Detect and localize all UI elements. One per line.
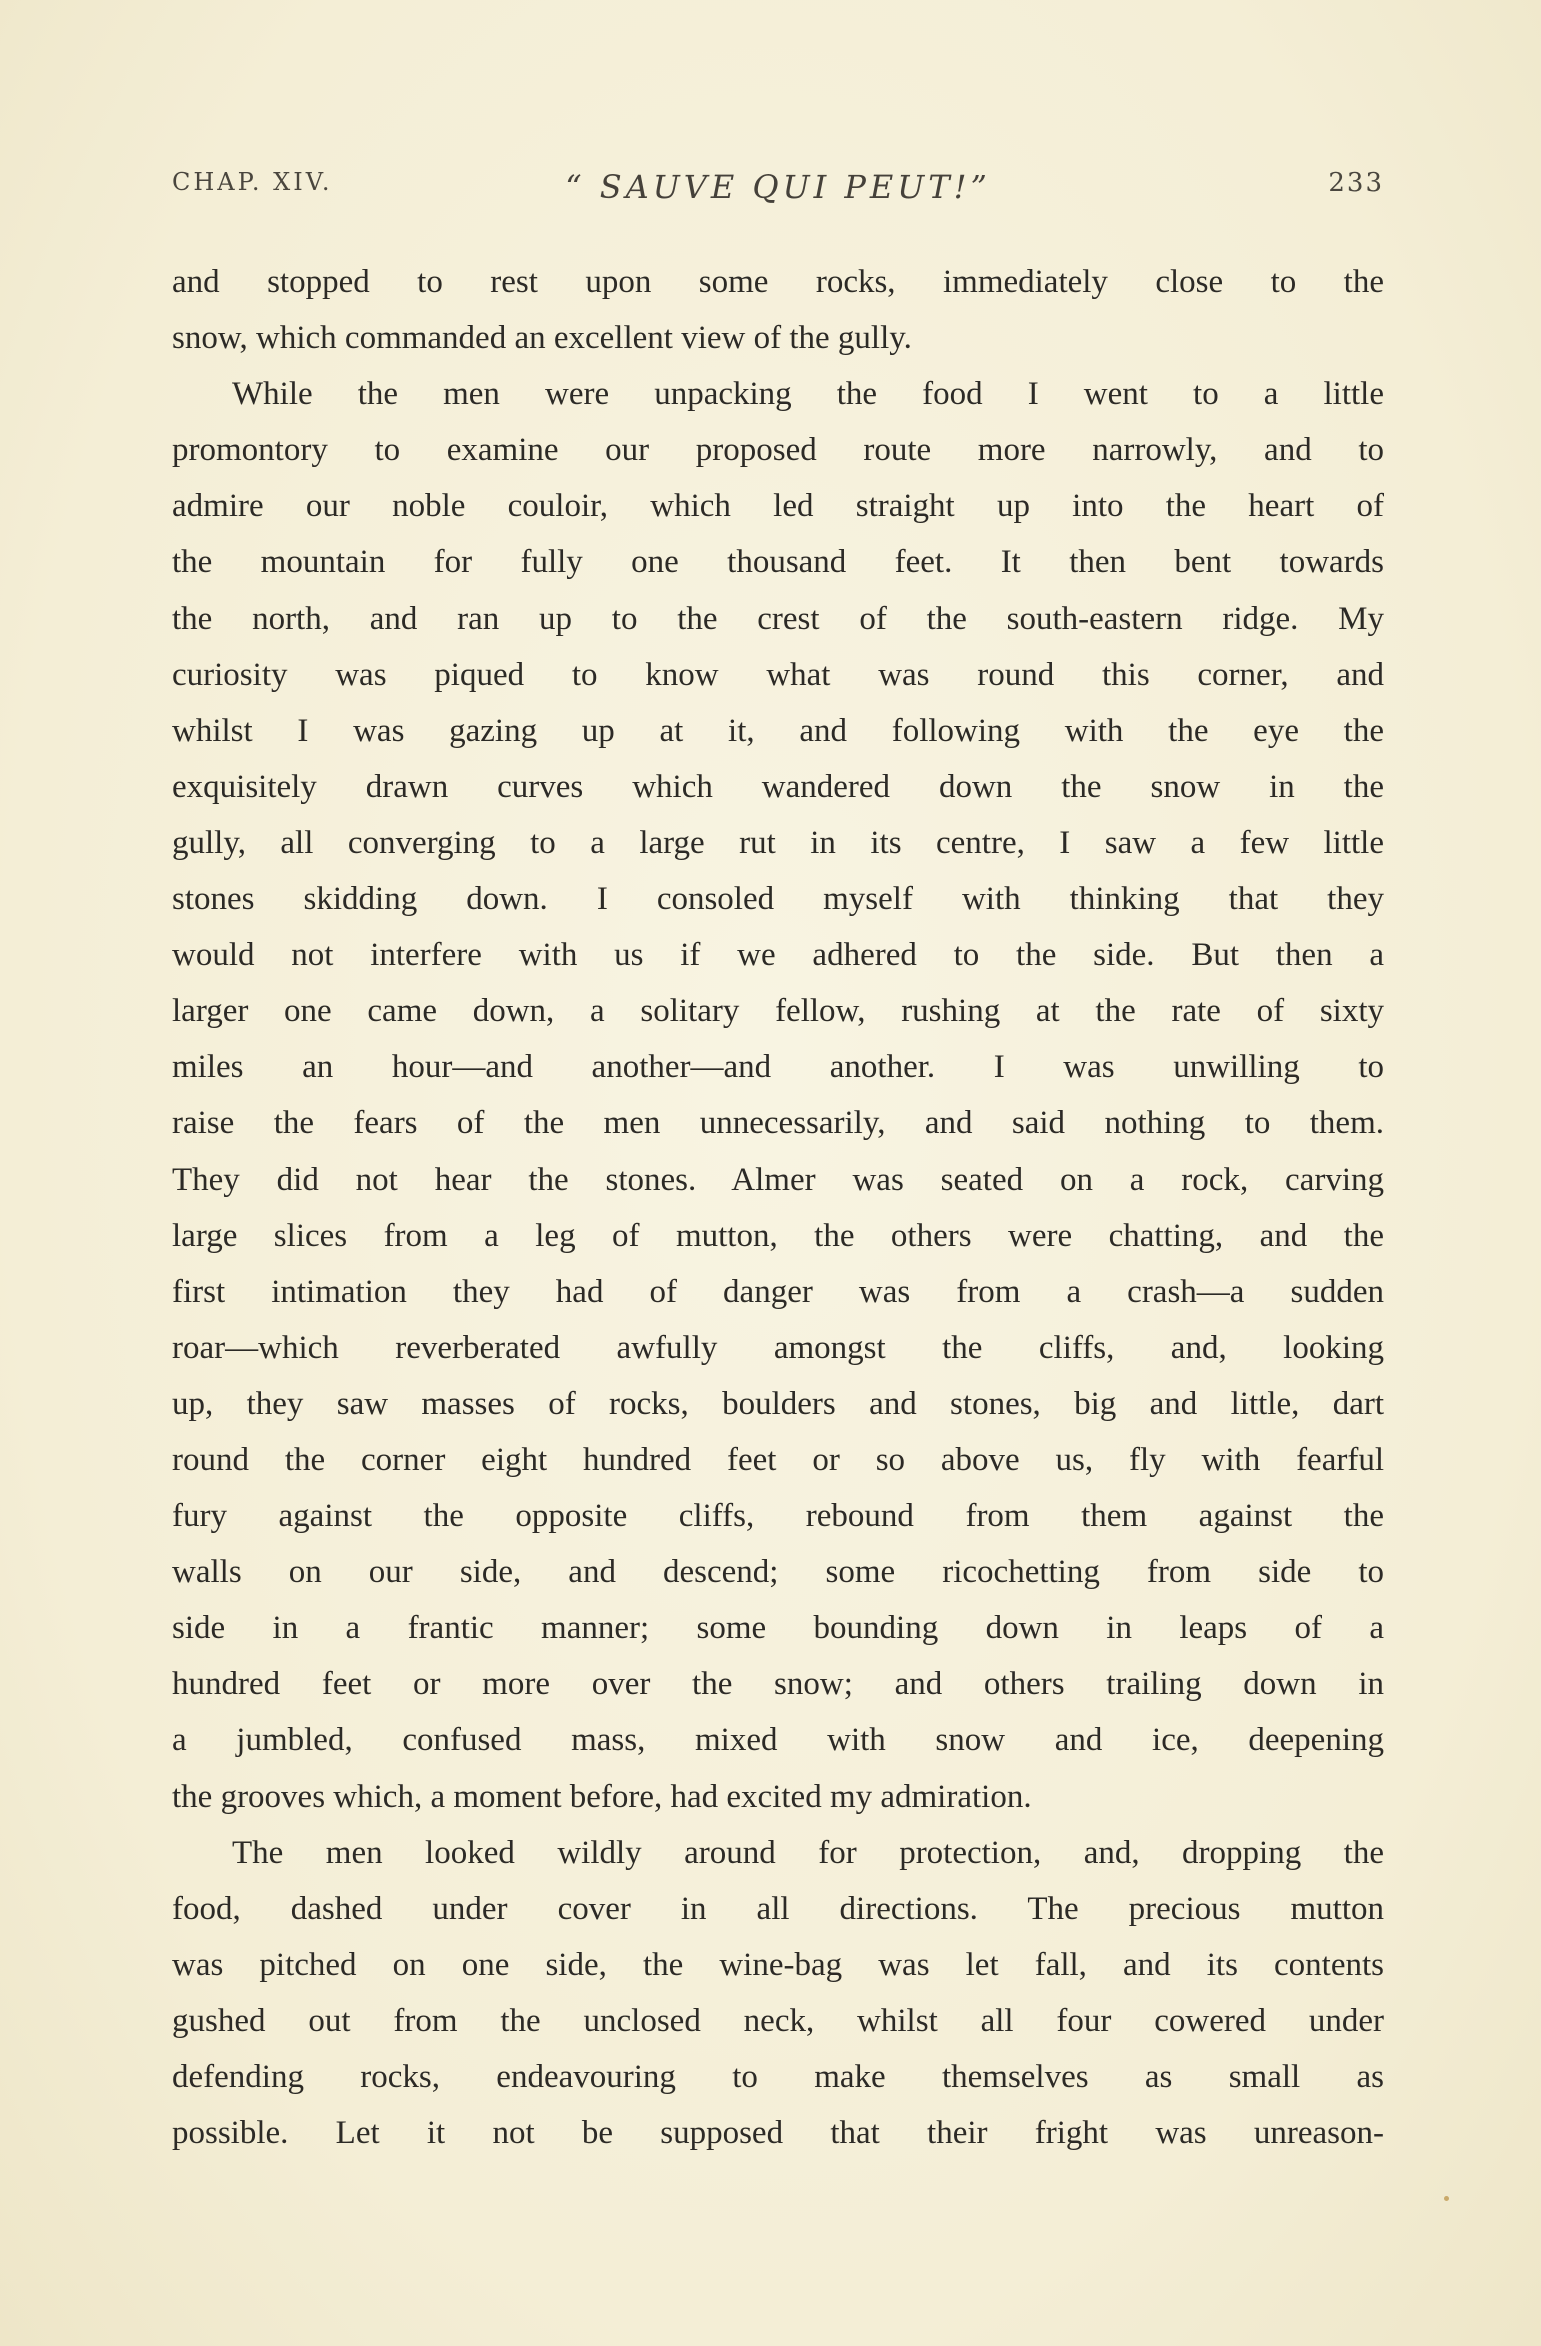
text-line: a jumbled, confused mass, mixed with snow and ice, deepening xyxy=(172,1722,1384,1759)
chapter-label: CHAP. XIV. xyxy=(172,168,333,196)
text-line: would not interfere with us if we adhered to the side. But then a xyxy=(172,937,1384,974)
page-number: 233 xyxy=(1328,168,1384,198)
text-line: possible. Let it not be supposed that their fright was unreason- xyxy=(172,2115,1384,2152)
text-line: While the men were unpacking the food I went to a little xyxy=(232,376,1384,413)
text-line: food, dashed under cover in all directions. The precious mutton xyxy=(172,1890,1384,1927)
text-line: promontory to examine our proposed route more narrowly, and to xyxy=(172,432,1384,469)
text-line: gully, all converging to a large rut in its centre, I saw a few little xyxy=(172,824,1384,861)
body-text xyxy=(172,254,1384,2161)
text-line: hundred feet or more over the snow; and others trailing down in xyxy=(172,1666,1384,1703)
text-line: walls on our side, and descend; some ricochetting from side to xyxy=(172,1554,1384,1591)
text-line: stones skidding down. I consoled myself with thinking that they xyxy=(172,881,1384,918)
text-line: raise the fears of the men unnecessarily, and said nothing to them. xyxy=(172,1105,1384,1142)
text-line: large slices from a leg of mutton, the others were chatting, and the xyxy=(172,1217,1384,1254)
text-line: roar—which reverberated awfully amongst the cliffs, and, looking xyxy=(172,1329,1384,1366)
paper-speck xyxy=(1444,2196,1449,2201)
running-header xyxy=(172,168,1384,208)
text-line: gushed out from the unclosed neck, whilst all four cowered under xyxy=(172,2002,1384,2039)
text-line: first intimation they had of danger was from a crash—a sudden xyxy=(172,1273,1384,1310)
text-line: was pitched on one side, the wine-bag was let fall, and its contents xyxy=(172,1946,1384,1983)
text-line: the grooves which, a moment before, had excited my admiration. xyxy=(172,1778,1032,1815)
text-line: miles an hour—and another—and another. I was unwilling to xyxy=(172,1049,1384,1086)
text-line: and stopped to rest upon some rocks, immediately close to the xyxy=(172,264,1384,300)
text-line: The men looked wildly around for protection, and, dropping the xyxy=(232,1834,1384,1871)
text-line: snow, which commanded an excellent view of the gully. xyxy=(172,320,912,357)
text-line: round the corner eight hundred feet or so above us, fly with fearful xyxy=(172,1441,1384,1478)
text-line: admire our noble couloir, which led straight up into the heart of xyxy=(172,488,1384,525)
text-line: larger one came down, a solitary fellow, rushing at the rate of sixty xyxy=(172,993,1384,1030)
text-line: defending rocks, endeavouring to make themselves as small as xyxy=(172,2059,1384,2095)
text-line: the north, and ran up to the crest of the south-eastern ridge. My xyxy=(172,600,1384,637)
text-line: whilst I was gazing up at it, and following with the eye the xyxy=(172,712,1384,749)
text-line: They did not hear the stones. Almer was seated on a rock, carving xyxy=(172,1161,1384,1198)
running-title: “ SAUVE QUI PEUT!” xyxy=(565,168,991,206)
text-line: curiosity was piqued to know what was round this corner, and xyxy=(172,656,1384,693)
text-line: up, they saw masses of rocks, boulders and stones, big and little, dart xyxy=(172,1385,1384,1422)
text-line: the mountain for fully one thousand feet. It then bent towards xyxy=(172,544,1384,581)
text-line: fury against the opposite cliffs, rebound from them against the xyxy=(172,1498,1384,1535)
text-line: side in a frantic manner; some bounding down in leaps of a xyxy=(172,1610,1384,1647)
text-line: exquisitely drawn curves which wandered down the snow in the xyxy=(172,768,1384,805)
